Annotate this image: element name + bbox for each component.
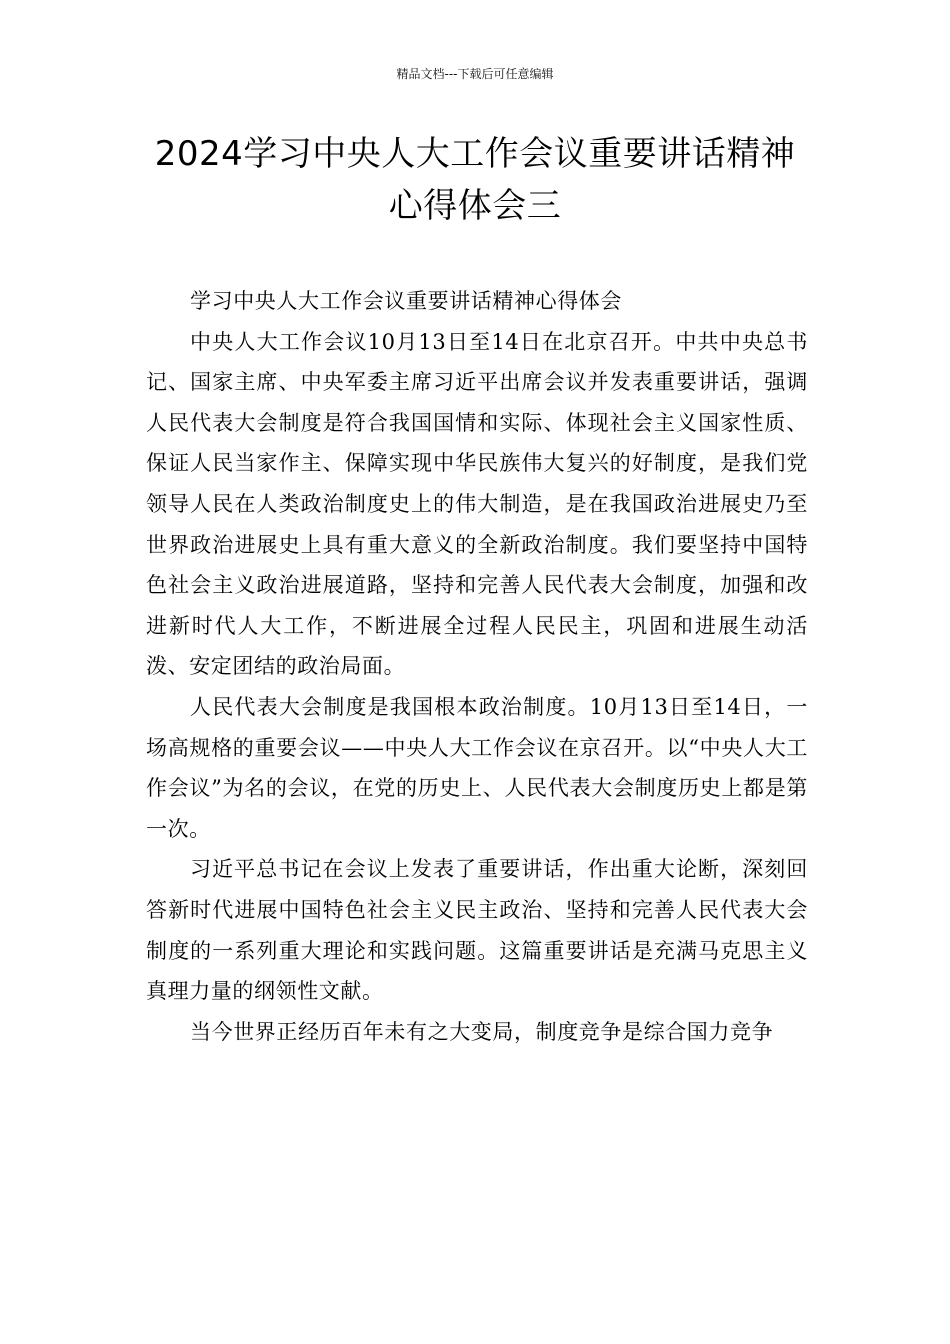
document-body [146,281,808,1052]
paragraph: 中央人大工作会议10月13日至14日在北京召开。中共中央总书记、国家主席、中央军委主席习近平出席会议并发表重要讲话，强调人民代表大会制度是符合我国国情和实际、体现社会主义国家性质、保证人民当家作主、保障实现中华民族伟大复兴的好制度，是我们党领导人民在人类政治制度史上的伟大制造，是在我国政治进展史乃至世界政治进展史上具有重大意义的全新政治制度。我们要坚持中国特色社会主义政治进展道路，坚持和完善人民代表大会制度，加强和改进新时代人大工作，不断进展全过程人民民主，巩固和进展生动活泼、安定团结的政治局面。 [146,329,808,679]
paragraph: 习近平总书记在会议上发表了重要讲话，作出重大论断，深刻回答新时代进展中国特色社会主义民主政治、坚持和完善人民代表大会制度的一系列重大理论和实践问题。这篇重要讲话是充满马克思主义真理力量的纲领性文献。 [146,857,808,1004]
paragraph-subtitle: 学习中央人大工作会议重要讲话精神心得体会 [190,289,622,313]
document-title: 2024学习中央人大工作会议重要讲话精神心得体会三 [154,134,796,226]
paragraph: 当今世界正经历百年未有之大变局，制度竞争是综合国力竞争 [190,1019,774,1044]
paragraph: 人民代表大会制度是我国根本政治制度。10月13日至14日，一场高规格的重要会议——中央人大工作会议在京召开。以“中央人大工作会议”为名的会议，在党的历史上、人民代表大会制度历史上都是第一次。 [146,694,808,841]
header-note: 精品文档---下载后可任意编辑 [396,67,554,81]
